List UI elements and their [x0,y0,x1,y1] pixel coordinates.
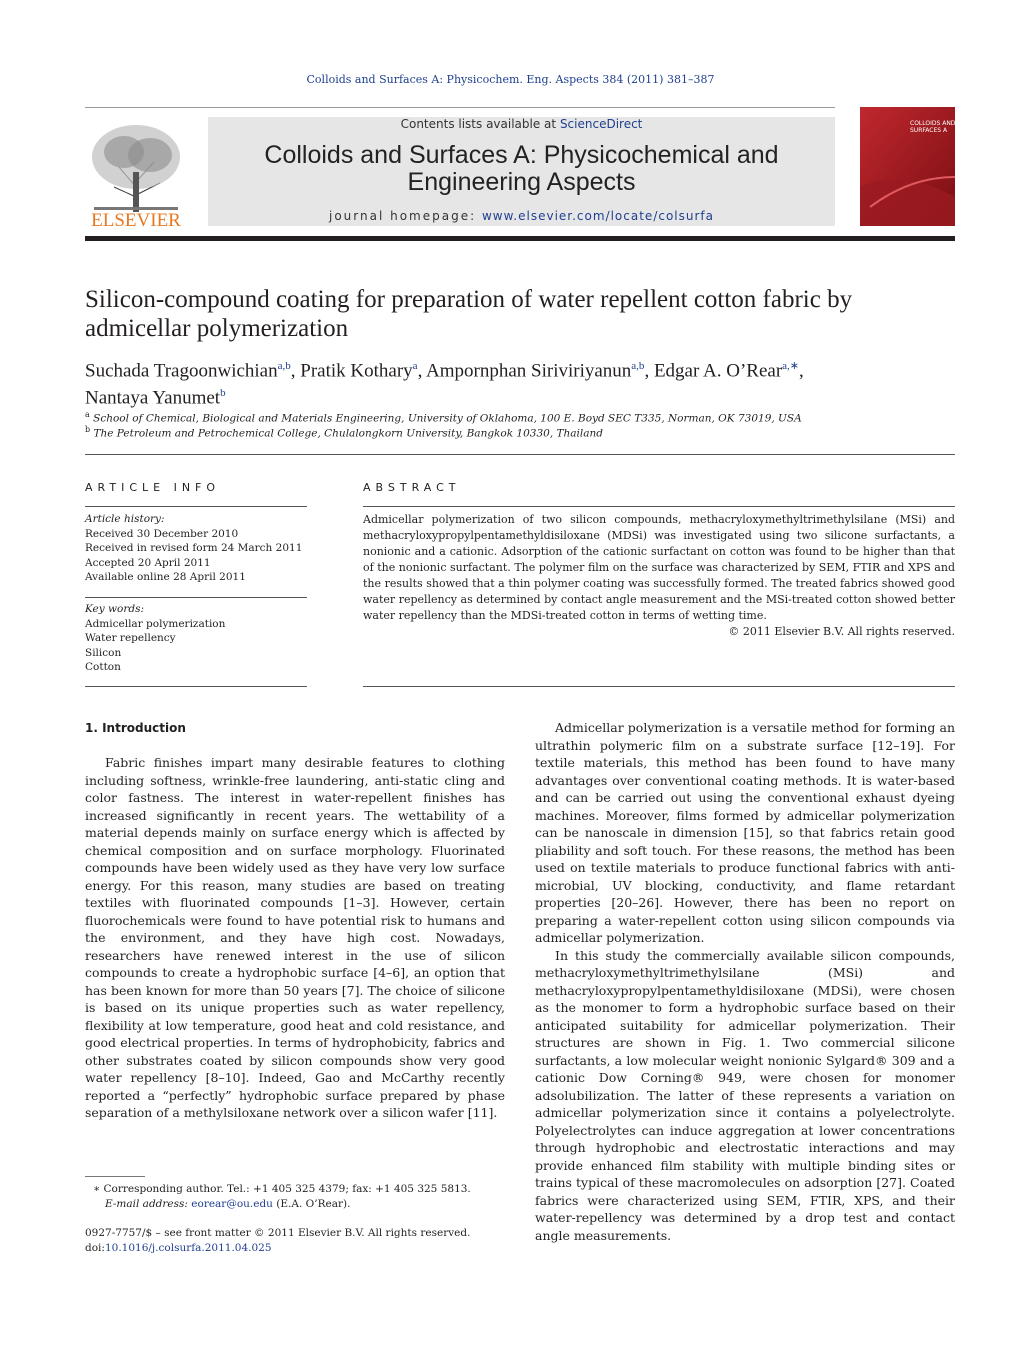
author-name: Ampornphan Siriviriyanun [426,360,632,382]
issn-block [85,1226,525,1255]
elsevier-wordmark: ELSEVIER [91,210,181,229]
affiliations-rule [85,454,955,455]
contents-prefix: Contents lists available at [400,117,560,131]
keyword-item: Admicellar polymerization [85,617,226,630]
author-affiliation-sup[interactable]: a [412,360,418,372]
intro-right-column [535,719,955,1244]
corresponding-author-note [93,1182,513,1211]
article-info-heading: ARTICLE INFO [85,481,221,494]
author-name: Edgar A. O’Rear [653,360,783,382]
header-thick-rule [85,236,955,241]
article-title-line-1: Silicon-compound coating for preparation of water repellent cotton fabric by [85,286,853,313]
abstract-bottom-rule [363,686,955,687]
header-rule [85,107,835,108]
cover-title-line-1: COLLOIDS AND [910,120,955,127]
cover-title-line-2: SURFACES A [910,127,948,134]
email-label: E-mail address: [105,1197,192,1210]
keyword-item: Cotton [85,661,121,673]
keywords [85,602,307,675]
journal-title-line-1: Colloids and Surfaces A: Physicochemical and [264,141,779,169]
author-affiliation-sup[interactable]: a,b [277,360,291,372]
affiliation-marker: a [85,410,90,419]
keyword-item: Silicon [85,646,122,659]
article-info-rule [85,506,307,507]
issn-line: 0927-7757/$ – see front matter © 2011 Elsevier B.V. All rights reserved. [85,1227,471,1239]
author-list [85,355,945,410]
author-name: Nantaya Yanumet [85,387,221,409]
homepage-prefix: journal homepage: [328,209,482,223]
abstract-text: Admicellar polymerization of two silicon compounds, methacryloxymethyltrimethylsilane (MSi) and methacryloxypropylpentamethyldisiloxane (MDSi) was investigated using two silicone surfactants, a nonionic and a cationic. Adsorption of the cationic surfactant on cotton was found to be higher than that of the nonionic surfactant. The polymer film on the surface was characterized by SEM, FTIR and XPS and the results showed that a thin polymer coating was successfully formed. The treated fabrics showed good water repellency as determined by contact angle measurement and the MSi-treated cotton showed better water repellency than the MDSi-treated cotton in terms of wetting time. [363,513,955,622]
sciencedirect-link[interactable]: ScienceDirect [559,117,643,131]
corresponding-author-text: ∗ Corresponding author. Tel.: +1 405 325 4379; fax: +1 405 325 5813. [93,1183,471,1195]
intro-paragraph-3: In this study the commercially available silicon compounds, methacryloxymethyltrimethylsilane (MSi) and methacryloxypropylpentamethyldisiloxane (MDSi), were chosen as the monomer to form a hydrophobic surface based on their anticipated suitability for admicellar polymerization. Their structures are shown in Fig. 1. Two commercial silicone surfactants, a low molecular weight nonionic Sylgard® 309 and a cationic Dow Corning® 949, were chosen for monomer adsolubilization. The latter of these represents a variation on admicellar polymerization since it contains a polyelectrolyte. Polyelectrolytes can induce aggregation at lower concentrations through hydrophobic and electrostatic interactions and may provide enhanced film stability with multiple binding sites or trains typical of these macromolecules on adsorption [27]. Coated fabrics were characterized using SEM, FTIR, XPS, and their water-repellency was determined by a drop test and contact angle measurements. [535,947,955,1243]
abstract-rule [363,506,955,507]
history-revised: Received in revised form 24 March 2011 [85,542,303,554]
author-affiliation-sup[interactable]: b [220,387,226,400]
affiliation-a [85,410,945,425]
abstract-heading: ABSTRACT [363,481,461,494]
journal-citation[interactable]: Colloids and Surfaces A: Physicochem. Eng. Aspects 384 (2011) 381–387 [306,73,715,86]
article-title [85,285,935,343]
doi-line [85,1241,525,1256]
author-separator: , [290,360,301,382]
homepage-link[interactable]: www.elsevier.com/locate/colsurfa [481,209,714,223]
journal-title-line-2: Engineering Aspects [407,168,636,196]
footnote-rule [85,1176,145,1177]
email-suffix: (E.A. O’Rear). [272,1197,351,1210]
author-separator: , [799,360,804,382]
author-affiliation-sup[interactable]: a,∗ [782,360,800,372]
keywords-rule [85,597,307,598]
abstract-copyright: © 2011 Elsevier B.V. All rights reserved. [728,625,955,638]
intro-paragraph-1: Fabric finishes impart many desirable features to clothing including softness, wrinkle-free laundering, anti-static cling and color fastness. The interest in water-repellent finishes has increased significantly in recent years. The wettability of a material depends mainly on surface energy which is affected by chemical composition and on surface morphology. Fluorinated compounds have been widely used as they have very low surface energy. For this reason, many studies are based on treating textiles with fluorinated compounds [1–3]. However, certain fluorochemicals were found to have potential risk to humans and the environment, and they have high cost. Nowadays, researchers have renewed interest in the use of silicon compounds to create a hydrophobic surface [4–6], an option that has been known for more than 50 years [7]. The choice of silicone is based on its unique properties such as water repellency, flexibility at low temperature, good heat and cold resistance, and good electrical properties. In terms of hydrophobicity, fabrics and other substrates coated by silicon compounds show very good water repellency [8–10]. Indeed, Gao and McCarthy recently reported a “perfectly” hydrophobic surface prepared by phase separation of a methylsiloxane network over a silicon wafer [11]. [85,755,505,1120]
author-separator: , [417,360,427,382]
author-separator: , [644,360,654,382]
history-accepted: Accepted 20 April 2011 [85,556,211,569]
history-label: Article history: [85,513,165,525]
intro-paragraph-2: Admicellar polymerization is a versatile method for forming an ultrathin polymeric film on a substrate surface [12–19]. For textile materials, this method has been found to have many advantages over conventional coating methods. It is water-based and can be carried out using the conventional exhaust dyeing machines. Moreover, films formed by admicellar polymerization can be nanoscale in dimension [15], so that fabrics retain good pliability and soft touch. For these reasons, the method has been used on textile materials to produce functional fabrics with anti-microbial, UV blocking, conductivity, and flame retardant properties [20–26]. However, there has been no report on preparing a water-repellent cotton using silicon compounds via admicellar polymerization. [535,720,955,945]
doi-link[interactable]: 10.1016/j.colsurfa.2011.04.025 [104,1241,272,1254]
abstract-body [363,512,955,640]
email-link[interactable]: eorear@ou.edu [191,1197,273,1210]
history-received: Received 30 December 2010 [85,527,239,540]
keywords-label: Key words: [85,603,145,615]
introduction-heading: 1. Introduction [85,721,186,735]
author-name: Suchada Tragoonwichian [85,360,278,382]
affiliation-text: The Petroleum and Petrochemical College, Chulalongkorn University, Bangkok 10330, Thailand [93,427,604,440]
journal-homepage [208,209,835,223]
affiliation-marker: b [85,425,91,434]
author-affiliation-sup[interactable]: a,b [631,360,645,372]
journal-cover-icon[interactable] [860,107,955,226]
info-bottom-rule [85,686,307,687]
journal-title [208,142,835,196]
contents-line [208,117,835,131]
email-line [93,1197,513,1212]
elsevier-tree-logo-icon [84,117,188,229]
article-title-line-2: admicellar polymerization [85,315,349,342]
article-history [85,512,307,585]
author-name: Pratik Kothary [300,360,413,382]
doi-prefix: doi: [85,1241,105,1254]
affiliation-b [85,425,945,440]
intro-left-column [85,754,505,1122]
history-online: Available online 28 April 2011 [85,571,246,583]
keyword-item: Water repellency [85,632,176,644]
affiliation-text: School of Chemical, Biological and Materials Engineering, University of Oklahoma, 100 E. Boyd SEC T335, Norman, OK 73019, USA [93,412,802,425]
